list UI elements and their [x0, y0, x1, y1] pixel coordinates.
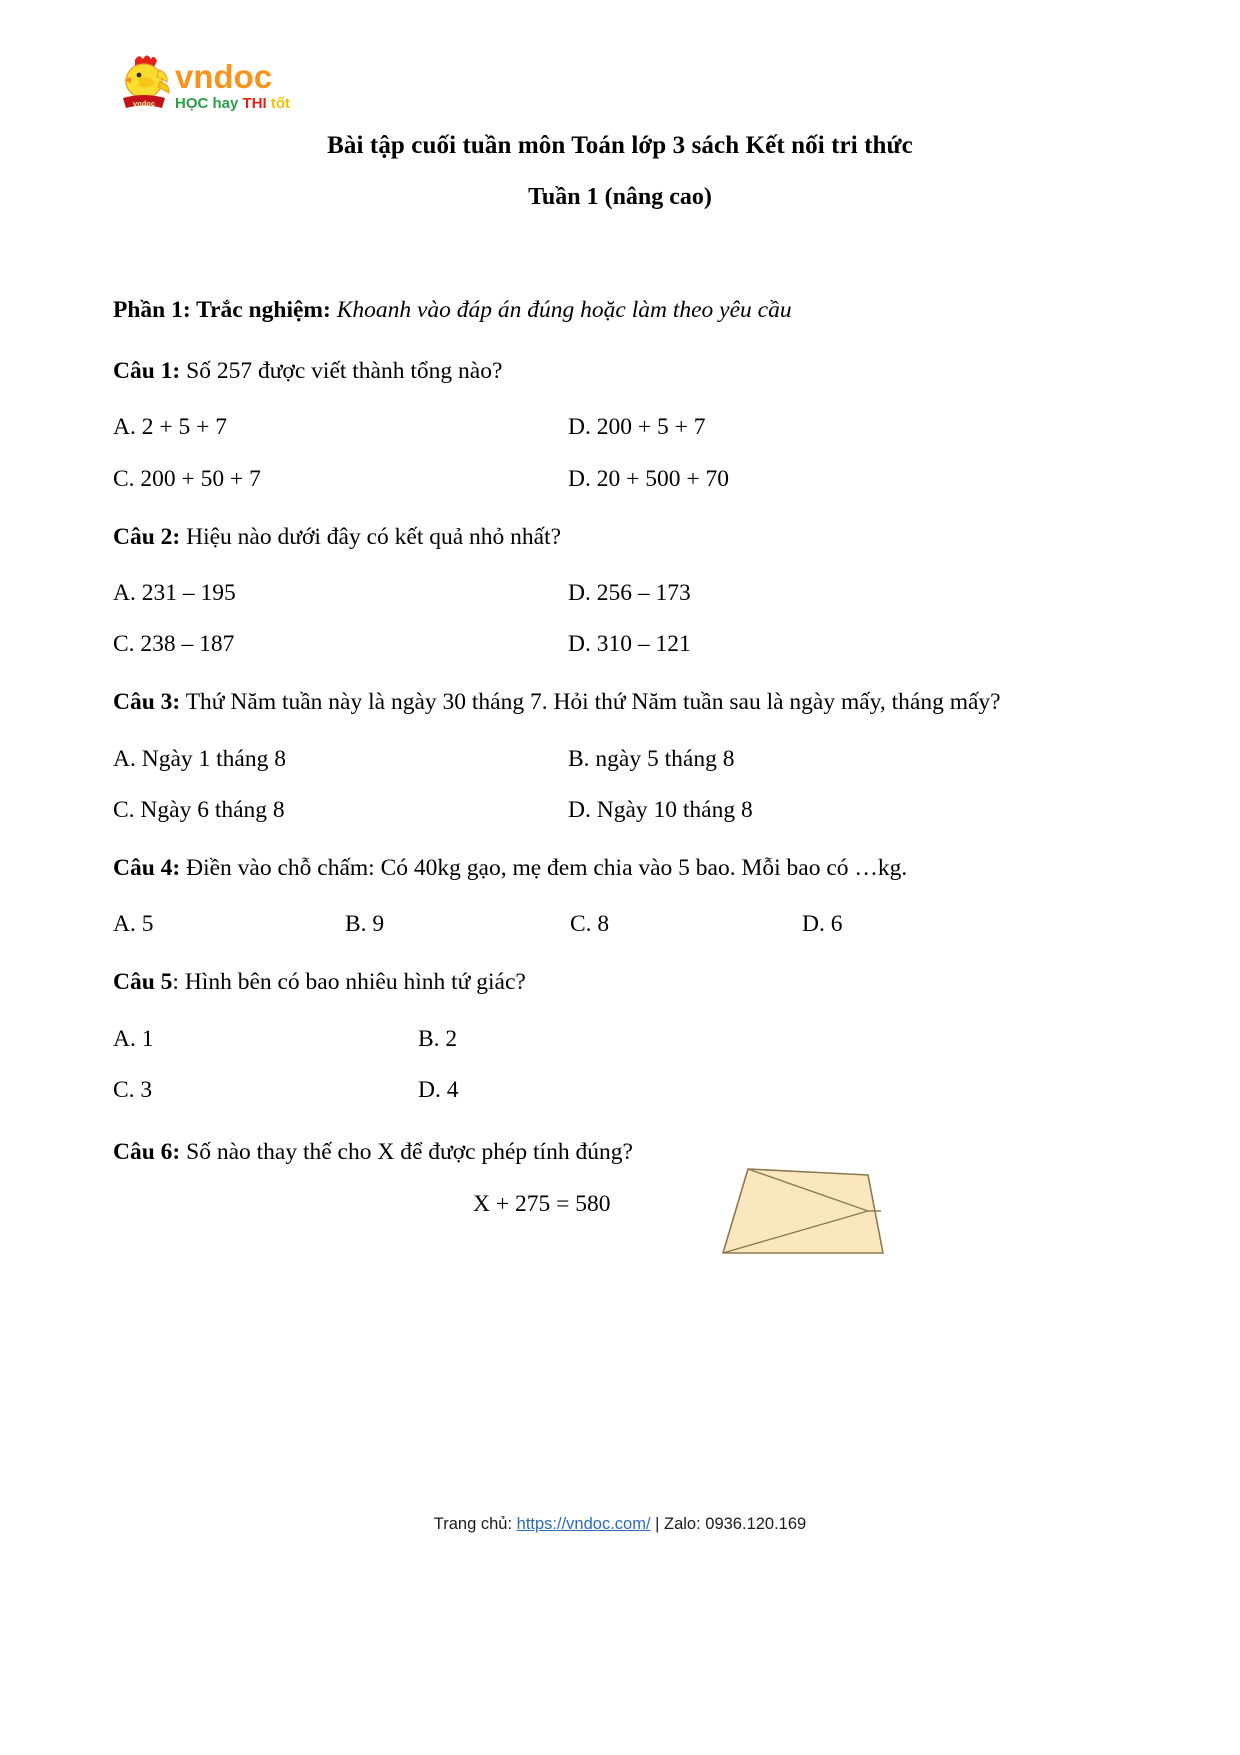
- question-3-text: Thứ Năm tuần này là ngày 30 tháng 7. Hỏi thứ Năm tuần sau là ngày mấy, tháng mấy?: [180, 689, 1001, 716]
- option-d[interactable]: D. 4: [418, 1076, 459, 1103]
- section-label: Phần 1: Trắc nghiệm:: [113, 297, 331, 323]
- question-1-text: Số 257 được viết thành tổng nào?: [180, 358, 503, 385]
- question-6-text: Số nào thay thế cho X để được phép tính đúng?: [180, 1139, 633, 1165]
- option-d[interactable]: D. Ngày 10 tháng 8: [568, 796, 753, 823]
- vndoc-logo: [113, 50, 293, 116]
- option-row: [113, 1022, 1127, 1057]
- option-c[interactable]: C. 200 + 50 + 7: [113, 465, 261, 492]
- question-2-text: Hiệu nào dưới đây có kết quả nhỏ nhất?: [180, 523, 562, 550]
- option-row: [113, 576, 1127, 611]
- document-subtitle: Tuần 1 (nâng cao): [528, 184, 712, 210]
- option-c[interactable]: C. 8: [570, 911, 610, 938]
- worksheet-content: [113, 292, 1127, 1218]
- question-3-number: Câu 3:: [113, 689, 181, 716]
- option-d[interactable]: D. 6: [802, 911, 843, 938]
- footer-homepage-link[interactable]: https://vndoc.com/: [516, 1515, 651, 1533]
- question-4-options: [113, 907, 1127, 942]
- option-row: [113, 627, 1127, 662]
- option-d[interactable]: D. 20 + 500 + 70: [568, 465, 729, 492]
- option-row: [113, 907, 1127, 942]
- page-footer: [0, 1515, 1240, 1534]
- option-a[interactable]: A. 5: [113, 911, 154, 938]
- logo-tagline: HỌC hay THI tốt: [175, 95, 291, 112]
- footer-separator: |: [650, 1515, 665, 1533]
- section-heading: [113, 292, 1127, 329]
- question-4-text: Điền vào chỗ chấm: Có 40kg gạo, mẹ đem chia vào 5 bao. Mỗi bao có …kg.: [180, 855, 908, 881]
- question-6-number: Câu 6:: [113, 1139, 181, 1165]
- option-a[interactable]: A. 1: [113, 1025, 154, 1052]
- svg-text:vndoc: vndoc: [132, 99, 156, 108]
- question-1-options: [113, 410, 1127, 497]
- question-5-options: [113, 1022, 1127, 1109]
- option-a[interactable]: A. 2 + 5 + 7: [113, 414, 227, 441]
- option-row: [113, 462, 1127, 497]
- question-6: [113, 1134, 1127, 1171]
- question-5-figure: [718, 1161, 888, 1261]
- option-c[interactable]: C. Ngày 6 tháng 8: [113, 796, 285, 823]
- option-b[interactable]: B. ngày 5 tháng 8: [568, 745, 735, 772]
- trapezoid-with-diagonals-icon: [718, 1161, 888, 1261]
- option-b[interactable]: D. 200 + 5 + 7: [568, 414, 706, 441]
- question-5-number: Câu 5: [113, 969, 173, 996]
- question-2-number: Câu 2:: [113, 523, 181, 550]
- question-2-options: [113, 576, 1127, 663]
- question-1-number: Câu 1:: [113, 358, 181, 385]
- option-b[interactable]: D. 256 – 173: [568, 579, 691, 606]
- question-3: [113, 684, 1127, 721]
- option-d[interactable]: D. 310 – 121: [568, 631, 691, 658]
- option-b[interactable]: B. 9: [345, 911, 385, 938]
- option-a[interactable]: A. Ngày 1 tháng 8: [113, 745, 286, 772]
- vndoc-logo-svg: [113, 50, 293, 116]
- option-row: [113, 410, 1127, 445]
- question-5-text: : Hình bên có bao nhiêu hình tứ giác?: [172, 969, 526, 996]
- option-a[interactable]: A. 231 – 195: [113, 579, 236, 606]
- option-c[interactable]: C. 3: [113, 1076, 153, 1103]
- question-4-number: Câu 4:: [113, 855, 181, 881]
- option-c[interactable]: C. 238 – 187: [113, 631, 235, 658]
- question-1: [113, 353, 1127, 390]
- question-2: [113, 519, 1127, 556]
- document-title: Bài tập cuối tuần môn Toán lớp 3 sách Kết nối tri thức: [327, 132, 913, 159]
- question-6-equation: X + 275 = 580: [473, 1191, 611, 1218]
- logo-wordmark: vndoc: [175, 58, 273, 95]
- option-b[interactable]: B. 2: [418, 1025, 458, 1052]
- question-3-options: [113, 742, 1127, 829]
- option-row: [113, 793, 1127, 828]
- chick-mascot-icon: [123, 56, 169, 109]
- question-4: [113, 850, 1127, 887]
- footer-zalo: Zalo: 0936.120.169: [664, 1515, 807, 1533]
- section-instruction: Khoanh vào đáp án đúng hoặc làm theo yêu cầu: [330, 297, 792, 323]
- option-row: [113, 1073, 1127, 1108]
- question-5: [113, 964, 1127, 1001]
- option-row: [113, 742, 1127, 777]
- footer-prefix: Trang chủ:: [433, 1515, 517, 1533]
